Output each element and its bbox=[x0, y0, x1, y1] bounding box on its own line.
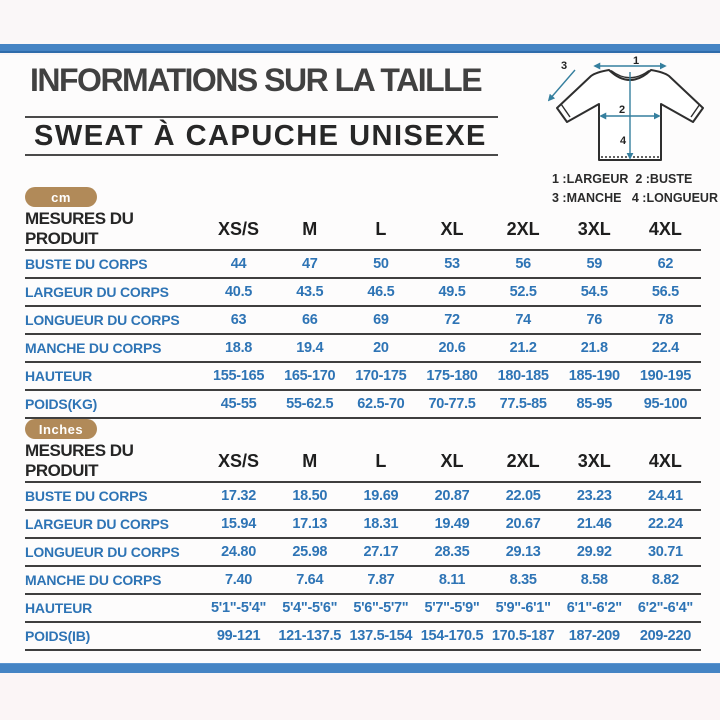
cell-value: 22.24 bbox=[630, 510, 701, 538]
cell-value: 15.94 bbox=[203, 510, 274, 538]
cell-value: 69 bbox=[345, 306, 416, 334]
cell-value: 45-55 bbox=[203, 390, 274, 418]
cell-value: 5'9"-6'1" bbox=[488, 594, 559, 622]
table-header-row bbox=[25, 441, 701, 482]
cell-value: 50 bbox=[345, 250, 416, 278]
cell-value: 43.5 bbox=[274, 278, 345, 306]
row-label: MANCHE DU CORPS bbox=[25, 566, 203, 594]
cell-value: 8.82 bbox=[630, 566, 701, 594]
cell-value: 78 bbox=[630, 306, 701, 334]
cell-value: 40.5 bbox=[203, 278, 274, 306]
cell-value: 29.92 bbox=[559, 538, 630, 566]
cell-value: 20.87 bbox=[416, 482, 487, 510]
cell-value: 77.5-85 bbox=[488, 390, 559, 418]
cell-value: 27.17 bbox=[345, 538, 416, 566]
cell-value: 8.11 bbox=[416, 566, 487, 594]
size-table-cm bbox=[25, 209, 701, 419]
cell-value: 22.05 bbox=[488, 482, 559, 510]
cell-value: 59 bbox=[559, 250, 630, 278]
cell-value: 52.5 bbox=[488, 278, 559, 306]
table-header-row bbox=[25, 209, 701, 250]
cell-value: 20.6 bbox=[416, 334, 487, 362]
cell-value: 170-175 bbox=[345, 362, 416, 390]
cell-value: 28.35 bbox=[416, 538, 487, 566]
column-header-size: XL bbox=[416, 441, 487, 482]
column-header-size: 2XL bbox=[488, 441, 559, 482]
cell-value: 7.64 bbox=[274, 566, 345, 594]
cell-value: 21.46 bbox=[559, 510, 630, 538]
cell-value: 25.98 bbox=[274, 538, 345, 566]
cell-value: 23.23 bbox=[559, 482, 630, 510]
title-divider-bottom bbox=[25, 154, 498, 156]
diagram-marker-4: 4 bbox=[620, 135, 627, 147]
column-header-measures: MESURES DU PRODUIT bbox=[25, 209, 203, 250]
cell-value: 5'1"-5'4" bbox=[203, 594, 274, 622]
table-row bbox=[25, 594, 701, 622]
cell-value: 54.5 bbox=[559, 278, 630, 306]
cell-value: 30.71 bbox=[630, 538, 701, 566]
cell-value: 85-95 bbox=[559, 390, 630, 418]
cell-value: 190-195 bbox=[630, 362, 701, 390]
cell-value: 5'7"-5'9" bbox=[416, 594, 487, 622]
column-header-size: 3XL bbox=[559, 209, 630, 250]
cell-value: 7.87 bbox=[345, 566, 416, 594]
cell-value: 56 bbox=[488, 250, 559, 278]
cell-value: 72 bbox=[416, 306, 487, 334]
cell-value: 46.5 bbox=[345, 278, 416, 306]
table-row bbox=[25, 250, 701, 278]
cell-value: 66 bbox=[274, 306, 345, 334]
top-accent-bar bbox=[0, 44, 720, 53]
row-label: MANCHE DU CORPS bbox=[25, 334, 203, 362]
row-label: BUSTE DU CORPS bbox=[25, 482, 203, 510]
row-label: POIDS(KG) bbox=[25, 390, 203, 418]
column-header-size: 2XL bbox=[488, 209, 559, 250]
cell-value: 55-62.5 bbox=[274, 390, 345, 418]
diagram-legend-line1: 1 :LARGEUR 2 :BUSTE bbox=[552, 172, 693, 186]
title-divider-top bbox=[25, 116, 498, 118]
bottom-accent-bar bbox=[0, 663, 720, 673]
cell-value: 121-137.5 bbox=[274, 622, 345, 650]
table-row bbox=[25, 362, 701, 390]
table-row bbox=[25, 278, 701, 306]
cell-value: 175-180 bbox=[416, 362, 487, 390]
tshirt-measurement-diagram-icon bbox=[545, 56, 717, 168]
table-row bbox=[25, 622, 701, 650]
cell-value: 155-165 bbox=[203, 362, 274, 390]
cell-value: 18.31 bbox=[345, 510, 416, 538]
cell-value: 180-185 bbox=[488, 362, 559, 390]
unit-badge-cm: cm bbox=[25, 187, 97, 207]
row-label: HAUTEUR bbox=[25, 594, 203, 622]
cell-value: 24.41 bbox=[630, 482, 701, 510]
cell-value: 44 bbox=[203, 250, 274, 278]
cell-value: 19.69 bbox=[345, 482, 416, 510]
column-header-size: XS/S bbox=[203, 209, 274, 250]
column-header-size: M bbox=[274, 441, 345, 482]
size-table-inches bbox=[25, 441, 701, 651]
cell-value: 62.5-70 bbox=[345, 390, 416, 418]
cell-value: 76 bbox=[559, 306, 630, 334]
column-header-size: XS/S bbox=[203, 441, 274, 482]
cell-value: 17.32 bbox=[203, 482, 274, 510]
cell-value: 21.8 bbox=[559, 334, 630, 362]
cell-value: 18.8 bbox=[203, 334, 274, 362]
diagram-marker-2: 2 bbox=[619, 104, 626, 116]
cell-value: 19.4 bbox=[274, 334, 345, 362]
cell-value: 6'2"-6'4" bbox=[630, 594, 701, 622]
cell-value: 20.67 bbox=[488, 510, 559, 538]
row-label: LARGEUR DU CORPS bbox=[25, 510, 203, 538]
column-header-size: L bbox=[345, 209, 416, 250]
table-row bbox=[25, 306, 701, 334]
cell-value: 49.5 bbox=[416, 278, 487, 306]
diagram-marker-3: 3 bbox=[561, 60, 568, 72]
table-row bbox=[25, 390, 701, 418]
table-row bbox=[25, 482, 701, 510]
page-title: INFORMATIONS SUR LA TAILLE bbox=[30, 62, 482, 98]
diagram-legend bbox=[552, 170, 718, 208]
column-header-size: L bbox=[345, 441, 416, 482]
cell-value: 24.80 bbox=[203, 538, 274, 566]
table-row bbox=[25, 334, 701, 362]
cell-value: 165-170 bbox=[274, 362, 345, 390]
column-header-measures: MESURES DU PRODUIT bbox=[25, 441, 203, 482]
cell-value: 74 bbox=[488, 306, 559, 334]
cell-value: 6'1"-6'2" bbox=[559, 594, 630, 622]
column-header-size: M bbox=[274, 209, 345, 250]
bottom-strip bbox=[0, 673, 720, 720]
cell-value: 5'6"-5'7" bbox=[345, 594, 416, 622]
row-label: LONGUEUR DU CORPS bbox=[25, 538, 203, 566]
cell-value: 20 bbox=[345, 334, 416, 362]
diagram-marker-1: 1 bbox=[633, 56, 640, 67]
cell-value: 7.40 bbox=[203, 566, 274, 594]
table-row bbox=[25, 538, 701, 566]
column-header-size: 3XL bbox=[559, 441, 630, 482]
table-row bbox=[25, 566, 701, 594]
row-label: HAUTEUR bbox=[25, 362, 203, 390]
cell-value: 18.50 bbox=[274, 482, 345, 510]
row-label: LONGUEUR DU CORPS bbox=[25, 306, 203, 334]
cell-value: 53 bbox=[416, 250, 487, 278]
row-label: POIDS(IB) bbox=[25, 622, 203, 650]
cell-value: 187-209 bbox=[559, 622, 630, 650]
product-subtitle: SWEAT À CAPUCHE UNISEXE bbox=[34, 120, 487, 152]
cell-value: 22.4 bbox=[630, 334, 701, 362]
cell-value: 17.13 bbox=[274, 510, 345, 538]
cell-value: 21.2 bbox=[488, 334, 559, 362]
table-row bbox=[25, 510, 701, 538]
top-strip bbox=[0, 0, 720, 44]
cell-value: 99-121 bbox=[203, 622, 274, 650]
cell-value: 95-100 bbox=[630, 390, 701, 418]
column-header-size: XL bbox=[416, 209, 487, 250]
cell-value: 19.49 bbox=[416, 510, 487, 538]
cell-value: 137.5-154 bbox=[345, 622, 416, 650]
cell-value: 29.13 bbox=[488, 538, 559, 566]
cell-value: 209-220 bbox=[630, 622, 701, 650]
cell-value: 185-190 bbox=[559, 362, 630, 390]
column-header-size: 4XL bbox=[630, 209, 701, 250]
cell-value: 63 bbox=[203, 306, 274, 334]
cell-value: 47 bbox=[274, 250, 345, 278]
cell-value: 8.58 bbox=[559, 566, 630, 594]
cell-value: 8.35 bbox=[488, 566, 559, 594]
cell-value: 170.5-187 bbox=[488, 622, 559, 650]
cell-value: 62 bbox=[630, 250, 701, 278]
unit-badge-inches: Inches bbox=[25, 419, 97, 439]
cell-value: 5'4"-5'6" bbox=[274, 594, 345, 622]
column-header-size: 4XL bbox=[630, 441, 701, 482]
cell-value: 56.5 bbox=[630, 278, 701, 306]
row-label: LARGEUR DU CORPS bbox=[25, 278, 203, 306]
cell-value: 70-77.5 bbox=[416, 390, 487, 418]
diagram-legend-line2: 3 :MANCHE 4 :LONGUEUR bbox=[552, 191, 718, 205]
row-label: BUSTE DU CORPS bbox=[25, 250, 203, 278]
cell-value: 154-170.5 bbox=[416, 622, 487, 650]
